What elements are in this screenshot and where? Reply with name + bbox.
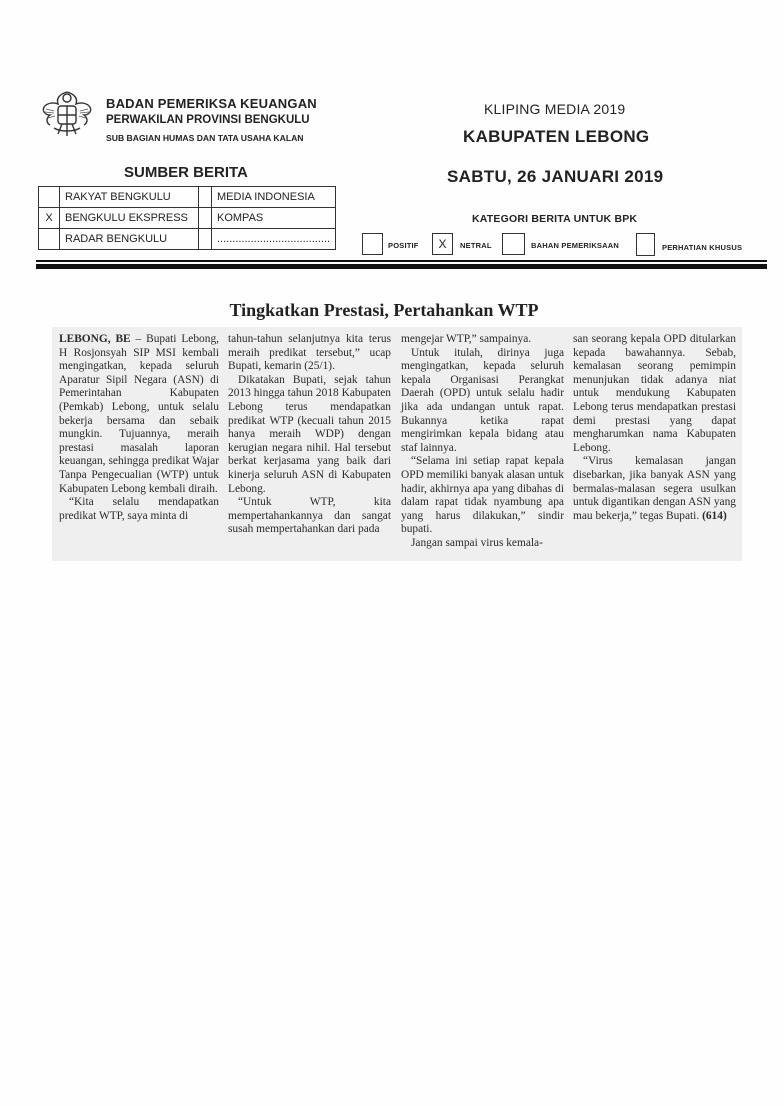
paragraph: “Virus kemalasan jangan disebarkan, jika banyak ASN yang bermalas-malasan segera usulkan untuk digantikan dengan ASN yang mau bekerja,” tegas Bupati. xyxy=(573,455,736,522)
kategori-label-netral: NETRAL xyxy=(460,241,492,250)
kategori-checkbox-netral[interactable]: X xyxy=(432,233,453,255)
paragraph: san seorang kepala OPD ditularkan kepada bawahannya. Sebab, kemalasan seorang pemimpin menunjukan tidak adanya niat untuk mendukung Kabupaten Lebong terus mendapatkan prestasi demi prestasi yang dapat mengharumkan nama Kabupaten Lebong. xyxy=(573,333,736,454)
paragraph: tahun-tahun selanjutnya kita terus meraih predikat tersebut,” ucap Bupati, kemarin (25/1). xyxy=(228,333,391,373)
paragraph: Untuk itulah, dirinya juga mengingatkan, kepada seluruh kepala Organisasi Perangkat Daerah (OPD) untuk selalu hadir jika ada undangan untuk rapat. Bukannya ketika rapat mengirimkan kepala bidang atau staf lainnya. xyxy=(401,346,564,454)
paragraph: mengejar WTP,” sampainya. xyxy=(401,333,532,345)
source-name: MEDIA INDONESIA xyxy=(212,187,336,208)
sumber-berita-title: SUMBER BERITA xyxy=(124,164,248,181)
kategori-label-bahan: BAHAN PEMERIKSAAN xyxy=(531,241,619,250)
org-unit: SUB BAGIAN HUMAS DAN TATA USAHA KALAN xyxy=(106,133,304,143)
kliping-title: KLIPING MEDIA 2019 xyxy=(484,101,626,117)
source-name: KOMPAS xyxy=(212,208,336,229)
source-mark xyxy=(39,187,60,208)
article-headline: Tingkatkan Prestasi, Pertahankan WTP xyxy=(229,300,539,320)
source-mark xyxy=(199,229,212,250)
source-name: RADAR BENGKULU xyxy=(60,229,199,250)
kategori-checkbox-positif[interactable] xyxy=(362,233,383,255)
source-mark xyxy=(39,229,60,250)
kategori-title: KATEGORI BERITA UNTUK BPK xyxy=(472,213,638,225)
paragraph: Dikatakan Bupati, sejak tahun 2013 hingga tahun 2018 Kabupaten Lebong terus mendapatkan predikat WTP (kecuali tahun 2015 hanya meraih WDP) dengan kerugian negara nihil. Hal tersebut berkat kerjasama yang baik dari kinerja seluruh ASN di Kabupaten Lebong. xyxy=(228,373,391,495)
source-row xyxy=(39,208,336,229)
org-branch: PERWAKILAN PROVINSI BENGKULU xyxy=(106,114,310,126)
article-column-3 xyxy=(401,333,564,551)
source-name: BENGKULU EKSPRESS xyxy=(60,208,199,229)
paragraph: “Untuk WTP, kita mempertahankannya dan sangat susah mempertahankan dari pada xyxy=(228,496,391,536)
kategori-checkbox-bahan[interactable] xyxy=(502,233,525,255)
kategori-label-positif: POSITIF xyxy=(388,241,419,250)
source-row xyxy=(39,187,336,208)
paragraph: “Selama ini setiap rapat kepala OPD memiliki banyak alasan untuk hadir, akhirnya apa yang dibahas di dalam rapat tidak nyambung apa yang harus dilakukan,” sindir bupati. xyxy=(401,455,564,536)
article-column-2 xyxy=(228,333,391,537)
org-name: BADAN PEMERIKSA KEUANGAN xyxy=(106,96,317,111)
source-mark xyxy=(199,208,212,229)
source-mark: X xyxy=(39,208,60,229)
source-mark xyxy=(199,187,212,208)
header-rule xyxy=(36,260,767,262)
article-code: (614) xyxy=(702,509,727,522)
article-column-4 xyxy=(573,333,736,523)
kabupaten-title: KABUPATEN LEBONG xyxy=(463,127,650,146)
date-title: SABTU, 26 JANUARI 2019 xyxy=(447,167,664,186)
paragraph: – Bupati Lebong, H Rosjonsyah SIP MSI kembali mengingatkan, kepada seluruh Aparatur Sipil Negara (ASN) di Pemerintahan Kabupaten (Pemkab) Lebong, untuk selalu bekerja bersama dan sebaik mungkin. Tujuannya, meraih prestasi masalah laporan keuangan, sehingga predikat Wajar Tanpa Pengecualian (WTP) untuk Kabupaten Lebong kembali diraih. xyxy=(59,333,219,495)
source-row xyxy=(39,229,336,250)
kategori-label-perhatian: PERHATIAN KHUSUS xyxy=(662,243,743,252)
dateline: LEBONG, BE xyxy=(59,333,131,345)
header-rule xyxy=(36,264,767,269)
source-table xyxy=(38,186,336,250)
source-name: RAKYAT BENGKULU xyxy=(60,187,199,208)
kategori-checkbox-perhatian[interactable] xyxy=(636,233,655,256)
source-name: ..................................... xyxy=(212,229,336,250)
article-column-1 xyxy=(59,333,219,523)
paragraph: “Kita selalu mendapatkan predikat WTP, saya minta di xyxy=(59,496,219,522)
paragraph: Jangan sampai virus kemala- xyxy=(411,536,543,549)
garuda-emblem-icon xyxy=(36,88,98,140)
